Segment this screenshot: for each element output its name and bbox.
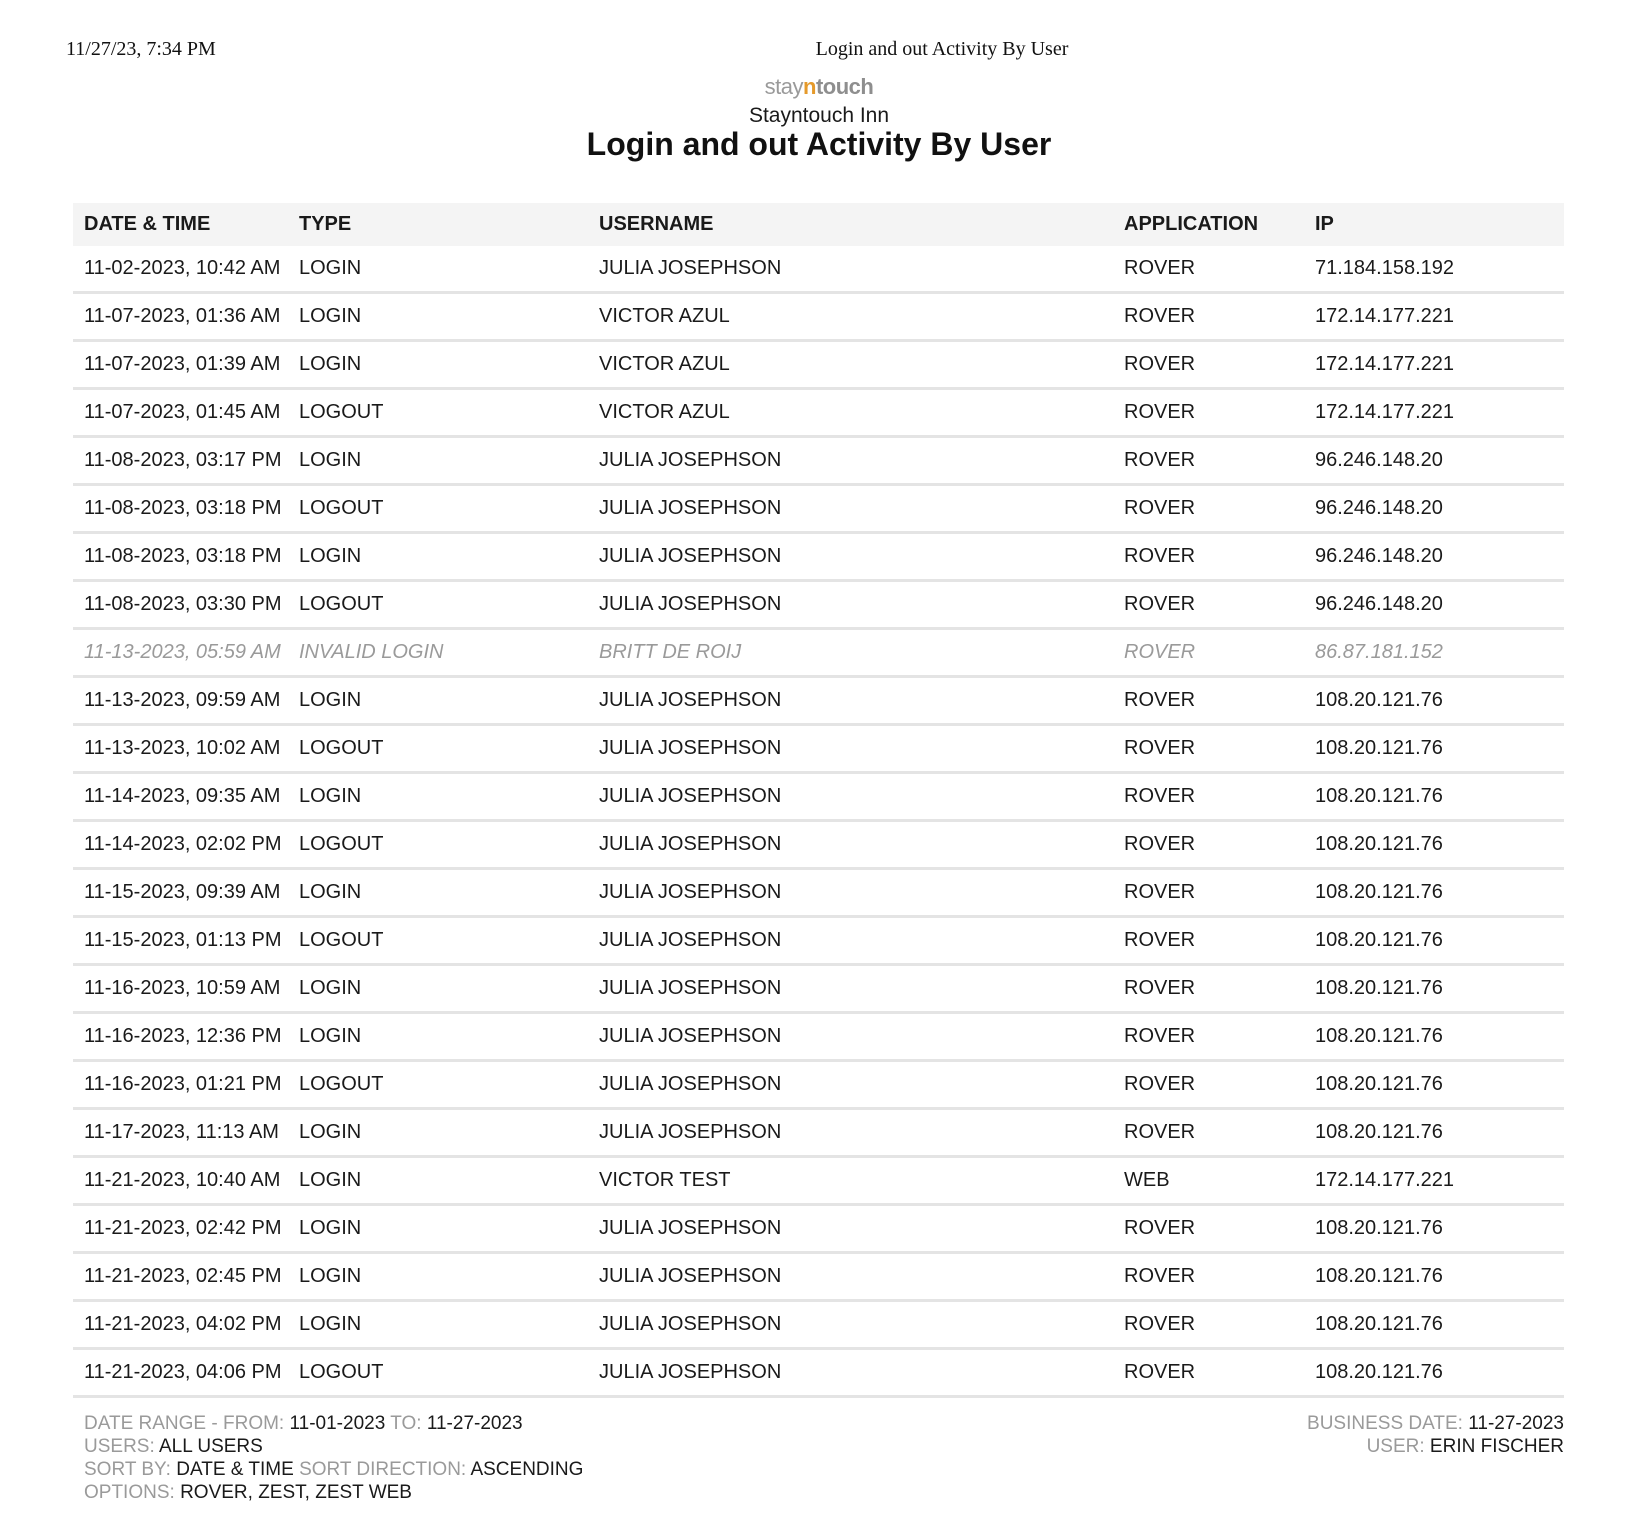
cell-type: LOGOUT: [288, 821, 588, 869]
cell-date-time: 11-08-2023, 03:17 PM: [73, 437, 288, 485]
cell-date-time: 11-21-2023, 04:06 PM: [73, 1349, 288, 1397]
sort-by-label: SORT BY:: [84, 1459, 171, 1480]
cell-username: JULIA JOSEPHSON: [588, 581, 1113, 629]
cell-ip: 96.246.148.20: [1304, 485, 1564, 533]
cell-application: ROVER: [1113, 293, 1304, 341]
date-to: 11-27-2023: [426, 1413, 523, 1434]
cell-type: LOGIN: [288, 1109, 588, 1157]
cell-username: VICTOR AZUL: [588, 389, 1113, 437]
users-line: [84, 1435, 583, 1458]
cell-type: LOGIN: [288, 677, 588, 725]
cell-application: ROVER: [1113, 821, 1304, 869]
cell-type: LOGIN: [288, 773, 588, 821]
cell-username: JULIA JOSEPHSON: [588, 917, 1113, 965]
table-row: [73, 1205, 1564, 1253]
table-row: [73, 1349, 1564, 1397]
cell-username: JULIA JOSEPHSON: [588, 485, 1113, 533]
table-row: [73, 1013, 1564, 1061]
options-label: OPTIONS:: [84, 1482, 175, 1503]
table-row: [73, 389, 1564, 437]
cell-date-time: 11-13-2023, 05:59 AM: [73, 629, 288, 677]
cell-username: JULIA JOSEPHSON: [588, 246, 1113, 293]
cell-application: ROVER: [1113, 773, 1304, 821]
cell-type: LOGOUT: [288, 389, 588, 437]
table-row: [73, 773, 1564, 821]
cell-application: ROVER: [1113, 1253, 1304, 1301]
cell-ip: 86.87.181.152: [1304, 629, 1564, 677]
cell-ip: 108.20.121.76: [1304, 1349, 1564, 1397]
cell-application: ROVER: [1113, 581, 1304, 629]
cell-ip: 96.246.148.20: [1304, 533, 1564, 581]
table-body: [73, 246, 1564, 1397]
cell-date-time: 11-15-2023, 01:13 PM: [73, 917, 288, 965]
cell-application: ROVER: [1113, 917, 1304, 965]
cell-username: JULIA JOSEPHSON: [588, 533, 1113, 581]
date-range-line: [84, 1412, 583, 1435]
report-title: Login and out Activity By User: [586, 126, 1052, 162]
cell-type: LOGIN: [288, 533, 588, 581]
sort-line: [84, 1458, 583, 1481]
cell-date-time: 11-13-2023, 09:59 AM: [73, 677, 288, 725]
user-line: [1307, 1435, 1564, 1458]
table-row: [73, 246, 1564, 293]
cell-date-time: 11-21-2023, 10:40 AM: [73, 1157, 288, 1205]
date-from: 11-01-2023: [289, 1413, 386, 1434]
logo-part-n: n: [803, 74, 816, 99]
cell-ip: 108.20.121.76: [1304, 773, 1564, 821]
cell-date-time: 11-21-2023, 02:42 PM: [73, 1205, 288, 1253]
cell-ip: 108.20.121.76: [1304, 1253, 1564, 1301]
cell-ip: 108.20.121.76: [1304, 1205, 1564, 1253]
print-datetime: 11/27/23, 7:34 PM: [66, 38, 216, 60]
cell-date-time: 11-08-2023, 03:18 PM: [73, 485, 288, 533]
cell-type: LOGIN: [288, 246, 588, 293]
cell-username: JULIA JOSEPHSON: [588, 725, 1113, 773]
cell-username: JULIA JOSEPHSON: [588, 869, 1113, 917]
cell-ip: 108.20.121.76: [1304, 869, 1564, 917]
table-row: [73, 965, 1564, 1013]
table-row: [73, 821, 1564, 869]
user-label: USER:: [1366, 1436, 1425, 1457]
header-application: APPLICATION: [1113, 203, 1304, 246]
cell-application: ROVER: [1113, 533, 1304, 581]
cell-username: BRITT DE ROIJ: [588, 629, 1113, 677]
table-row: [73, 1061, 1564, 1109]
date-range-label: DATE RANGE - FROM:: [84, 1413, 285, 1434]
cell-application: ROVER: [1113, 1349, 1304, 1397]
options-line: [84, 1481, 583, 1504]
cell-ip: 108.20.121.76: [1304, 1109, 1564, 1157]
cell-date-time: 11-07-2023, 01:36 AM: [73, 293, 288, 341]
cell-username: VICTOR TEST: [588, 1157, 1113, 1205]
cell-date-time: 11-16-2023, 01:21 PM: [73, 1061, 288, 1109]
cell-username: JULIA JOSEPHSON: [588, 1253, 1113, 1301]
cell-username: JULIA JOSEPHSON: [588, 677, 1113, 725]
cell-ip: 172.14.177.221: [1304, 341, 1564, 389]
table-row: [73, 869, 1564, 917]
cell-application: ROVER: [1113, 677, 1304, 725]
cell-date-time: 11-13-2023, 10:02 AM: [73, 725, 288, 773]
cell-username: VICTOR AZUL: [588, 293, 1113, 341]
cell-application: ROVER: [1113, 629, 1304, 677]
cell-username: JULIA JOSEPHSON: [588, 1061, 1113, 1109]
cell-date-time: 11-16-2023, 10:59 AM: [73, 965, 288, 1013]
cell-type: LOGOUT: [288, 1061, 588, 1109]
sort-direction-value: ASCENDING: [470, 1459, 584, 1480]
cell-ip: 108.20.121.76: [1304, 821, 1564, 869]
table-row: [73, 725, 1564, 773]
cell-username: JULIA JOSEPHSON: [588, 437, 1113, 485]
cell-type: LOGIN: [288, 293, 588, 341]
table-row: [73, 533, 1564, 581]
cell-type: LOGOUT: [288, 725, 588, 773]
cell-ip: 108.20.121.76: [1304, 677, 1564, 725]
table-row: [73, 1157, 1564, 1205]
table-row: [73, 1301, 1564, 1349]
cell-username: JULIA JOSEPHSON: [588, 1205, 1113, 1253]
table-header-row: [73, 203, 1564, 246]
cell-username: JULIA JOSEPHSON: [588, 1301, 1113, 1349]
cell-date-time: 11-21-2023, 04:02 PM: [73, 1301, 288, 1349]
cell-application: WEB: [1113, 1157, 1304, 1205]
table-row: [73, 581, 1564, 629]
users-value: ALL USERS: [158, 1436, 263, 1457]
table-row: [73, 437, 1564, 485]
cell-type: LOGIN: [288, 1157, 588, 1205]
report-meta: [1307, 1412, 1564, 1458]
cell-type: LOGOUT: [288, 485, 588, 533]
table-row: [73, 1109, 1564, 1157]
to-label: TO:: [390, 1413, 422, 1434]
table-row: [73, 485, 1564, 533]
business-date-value: 11-27-2023: [1468, 1413, 1564, 1434]
cell-application: ROVER: [1113, 1061, 1304, 1109]
cell-type: LOGIN: [288, 869, 588, 917]
cell-username: JULIA JOSEPHSON: [588, 821, 1113, 869]
cell-date-time: 11-21-2023, 02:45 PM: [73, 1253, 288, 1301]
cell-type: LOGOUT: [288, 917, 588, 965]
cell-type: INVALID LOGIN: [288, 629, 588, 677]
sort-by-value: DATE & TIME: [176, 1459, 294, 1480]
cell-ip: 108.20.121.76: [1304, 1301, 1564, 1349]
table-row: [73, 341, 1564, 389]
cell-ip: 96.246.148.20: [1304, 437, 1564, 485]
cell-username: VICTOR AZUL: [588, 341, 1113, 389]
cell-username: JULIA JOSEPHSON: [588, 773, 1113, 821]
cell-username: JULIA JOSEPHSON: [588, 965, 1113, 1013]
cell-date-time: 11-07-2023, 01:39 AM: [73, 341, 288, 389]
cell-application: ROVER: [1113, 389, 1304, 437]
business-date-line: [1307, 1412, 1564, 1435]
cell-date-time: 11-08-2023, 03:30 PM: [73, 581, 288, 629]
table-row: [73, 1253, 1564, 1301]
users-label: USERS:: [84, 1436, 155, 1457]
cell-application: ROVER: [1113, 341, 1304, 389]
cell-ip: 108.20.121.76: [1304, 1013, 1564, 1061]
cell-date-time: 11-15-2023, 09:39 AM: [73, 869, 288, 917]
cell-application: ROVER: [1113, 869, 1304, 917]
header-ip: IP: [1304, 203, 1564, 246]
print-header: [0, 36, 1628, 66]
cell-date-time: 11-07-2023, 01:45 AM: [73, 389, 288, 437]
cell-ip: 172.14.177.221: [1304, 293, 1564, 341]
cell-type: LOGIN: [288, 1205, 588, 1253]
cell-ip: 108.20.121.76: [1304, 917, 1564, 965]
cell-ip: 96.246.148.20: [1304, 581, 1564, 629]
cell-type: LOGIN: [288, 437, 588, 485]
activity-table: [73, 203, 1564, 1398]
cell-ip: 108.20.121.76: [1304, 965, 1564, 1013]
cell-application: ROVER: [1113, 437, 1304, 485]
cell-date-time: 11-14-2023, 09:35 AM: [73, 773, 288, 821]
table-row: [73, 293, 1564, 341]
cell-date-time: 11-16-2023, 12:36 PM: [73, 1013, 288, 1061]
cell-date-time: 11-02-2023, 10:42 AM: [73, 246, 288, 293]
cell-application: ROVER: [1113, 1013, 1304, 1061]
cell-username: JULIA JOSEPHSON: [588, 1109, 1113, 1157]
cell-application: ROVER: [1113, 1301, 1304, 1349]
cell-type: LOGIN: [288, 1253, 588, 1301]
cell-application: ROVER: [1113, 725, 1304, 773]
cell-type: LOGOUT: [288, 1349, 588, 1397]
options-value: ROVER, ZEST, ZEST WEB: [180, 1482, 412, 1503]
cell-type: LOGIN: [288, 1301, 588, 1349]
cell-date-time: 11-14-2023, 02:02 PM: [73, 821, 288, 869]
table-row: [73, 677, 1564, 725]
report-parameters: [84, 1412, 583, 1504]
cell-ip: 108.20.121.76: [1304, 725, 1564, 773]
sort-direction-label: SORT DIRECTION:: [299, 1459, 467, 1480]
stayntouch-logo: [0, 74, 1628, 100]
header-username: USERNAME: [588, 203, 1113, 246]
table-row: [73, 629, 1564, 677]
property-name: Stayntouch Inn: [748, 104, 890, 127]
table-row: [73, 917, 1564, 965]
logo-part-touch: touch: [815, 74, 874, 99]
cell-date-time: 11-17-2023, 11:13 AM: [73, 1109, 288, 1157]
cell-application: ROVER: [1113, 485, 1304, 533]
cell-application: ROVER: [1113, 246, 1304, 293]
cell-type: LOGOUT: [288, 581, 588, 629]
print-title: Login and out Activity By User: [815, 38, 1069, 60]
cell-application: ROVER: [1113, 1205, 1304, 1253]
cell-type: LOGIN: [288, 965, 588, 1013]
header-type: TYPE: [288, 203, 588, 246]
cell-application: ROVER: [1113, 1109, 1304, 1157]
cell-type: LOGIN: [288, 341, 588, 389]
cell-ip: 71.184.158.192: [1304, 246, 1564, 293]
cell-ip: 172.14.177.221: [1304, 389, 1564, 437]
header-date-time: DATE & TIME: [73, 203, 288, 246]
cell-application: ROVER: [1113, 965, 1304, 1013]
cell-username: JULIA JOSEPHSON: [588, 1349, 1113, 1397]
cell-username: JULIA JOSEPHSON: [588, 1013, 1113, 1061]
cell-ip: 172.14.177.221: [1304, 1157, 1564, 1205]
logo-part-stay: stay: [764, 74, 803, 99]
cell-type: LOGIN: [288, 1013, 588, 1061]
cell-ip: 108.20.121.76: [1304, 1061, 1564, 1109]
cell-date-time: 11-08-2023, 03:18 PM: [73, 533, 288, 581]
user-value: ERIN FISCHER: [1429, 1436, 1564, 1457]
business-date-label: BUSINESS DATE:: [1307, 1413, 1463, 1434]
